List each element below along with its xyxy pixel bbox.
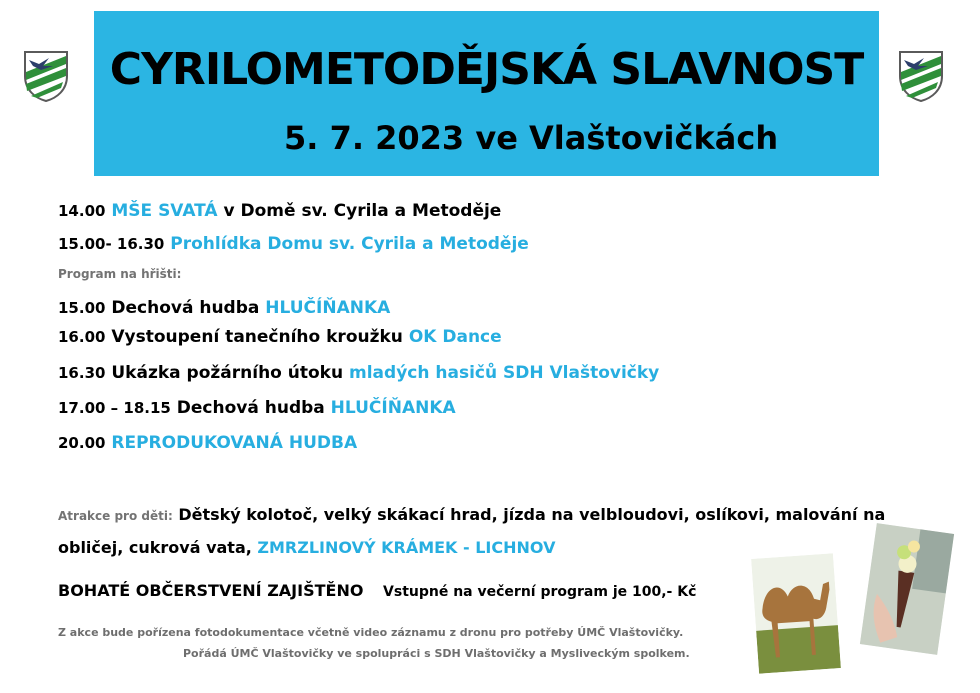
program-highlight: REPRODUKOVANÁ HUDBA bbox=[111, 433, 358, 453]
program-time: 20.00 bbox=[58, 434, 106, 452]
program-item bbox=[58, 397, 456, 419]
program-item bbox=[58, 200, 501, 222]
camel-photo bbox=[751, 553, 841, 673]
program-text: Dechová hudba bbox=[176, 398, 331, 418]
event-date-location: 5. 7. 2023 ve Vlaštovičkách bbox=[284, 119, 779, 157]
program-highlight: Prohlídka Domu sv. Cyrila a Metoděje bbox=[170, 234, 529, 254]
program-text: Ukázka požárního útoku bbox=[111, 363, 350, 383]
coat-of-arms-icon bbox=[898, 50, 944, 102]
program-time: 17.00 – 18.15 bbox=[58, 399, 171, 417]
coat-of-arms-icon bbox=[23, 50, 69, 102]
program-item bbox=[58, 432, 357, 454]
page-title: CYRILOMETODĚJSKÁ SLAVNOST bbox=[109, 44, 864, 95]
program-highlight: MŠE SVATÁ bbox=[111, 201, 218, 221]
refreshments-text: BOHATÉ OBČERSTVENÍ ZAJIŠTĚNO bbox=[58, 581, 364, 600]
admission-text: Vstupné na večerní program je 100,- Kč bbox=[383, 584, 697, 600]
program-highlight: HLUČÍŇANKA bbox=[265, 298, 391, 318]
program-highlight: HLUČÍŇANKA bbox=[330, 398, 456, 418]
program-text: v Domě sv. Cyrila a Metoděje bbox=[217, 201, 502, 221]
attractions-highlight: ZMRZLINOVÝ KRÁMEK - LICHNOV bbox=[257, 538, 556, 557]
refreshments-line bbox=[58, 580, 696, 603]
attractions-text-1: Dětský kolotoč, velký skákací hrad, jízda na velbloudovi, oslíkovi, malování na bbox=[178, 505, 886, 524]
camel-image bbox=[751, 553, 841, 673]
program-time: 14.00 bbox=[58, 202, 106, 220]
section-label: Program na hřišti: bbox=[58, 267, 182, 281]
footer-line-1: Z akce bude pořízena fotodokumentace včetně video záznamu z dronu pro potřeby ÚMČ Vlaštovičky. bbox=[58, 626, 684, 639]
attractions-line-1 bbox=[58, 504, 885, 527]
ice-cream-image bbox=[860, 523, 954, 655]
attractions-label: Atrakce pro děti: bbox=[58, 509, 173, 523]
attractions-text-2: obličej, cukrová vata, bbox=[58, 538, 258, 557]
header-banner bbox=[94, 11, 879, 176]
attractions-line-2 bbox=[58, 537, 555, 559]
program-highlight: OK Dance bbox=[408, 327, 502, 347]
program-time: 16.00 bbox=[58, 328, 106, 346]
program-time: 16.30 bbox=[58, 364, 106, 382]
program-item bbox=[58, 233, 529, 255]
program-time: 15.00- 16.30 bbox=[58, 235, 165, 253]
program-text: Dechová hudba bbox=[111, 298, 266, 318]
program-item bbox=[58, 297, 390, 319]
ice-cream-photo bbox=[860, 523, 954, 655]
program-item bbox=[58, 326, 502, 348]
program-item bbox=[58, 362, 659, 384]
program-text: Vystoupení tanečního kroužku bbox=[111, 327, 409, 347]
program-highlight: mladých hasičů SDH Vlaštovičky bbox=[349, 363, 660, 383]
footer-line-2: Pořádá ÚMČ Vlaštovičky ve spolupráci s SDH Vlaštovičky a Mysliveckým spolkem. bbox=[183, 647, 690, 660]
program-time: 15.00 bbox=[58, 299, 106, 317]
